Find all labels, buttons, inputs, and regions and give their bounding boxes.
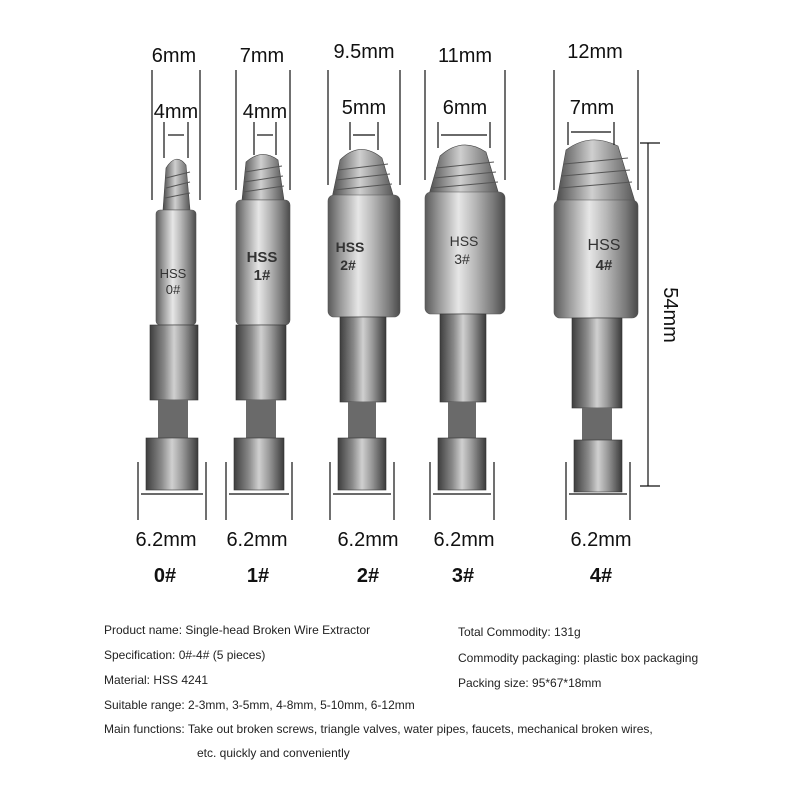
spec-specification: Specification: 0#-4# (5 pieces)	[104, 648, 266, 662]
spec-weight: Total Commodity: 131g	[458, 625, 581, 639]
top-diameter-label-4: 12mm	[567, 41, 623, 63]
extractor-bit-4	[554, 140, 638, 492]
top-diameter-label-2: 9.5mm	[333, 41, 395, 63]
shank-diameter-label-4: 6.2mm	[570, 529, 632, 551]
stamp-number-1: 1#	[253, 267, 271, 284]
stamp-hss-4: HSS	[587, 237, 621, 254]
stamp-number-3: 3#	[454, 251, 470, 267]
spec-product-name: Product name: Single-head Broken Wire Extractor	[104, 623, 371, 637]
tip-diameter-label-3: 6mm	[442, 97, 488, 119]
shank-diameter-label-2: 6.2mm	[337, 529, 399, 551]
size-number-2: 2#	[356, 565, 380, 587]
shank-diameter-label-0: 6.2mm	[135, 529, 197, 551]
size-number-1: 1#	[246, 565, 270, 587]
tip-diameter-label-1: 4mm	[242, 101, 288, 123]
top-diameter-label-0: 6mm	[151, 45, 197, 67]
stamp-number-4: 4#	[595, 257, 613, 274]
shank-diameter-label-1: 6.2mm	[226, 529, 288, 551]
spec-range: Suitable range: 2-3mm, 3-5mm, 4-8mm, 5-10mm, 6-12mm	[104, 698, 415, 712]
shank-diameter-label-3: 6.2mm	[433, 529, 495, 551]
extractor-bit-3	[425, 145, 505, 490]
size-number-0: 0#	[153, 565, 177, 587]
stamp-hss-2: HSS	[335, 239, 365, 255]
top-diameter-label-1: 7mm	[239, 45, 285, 67]
top-diameter-label-3: 11mm	[437, 45, 493, 67]
tip-diameter-label-0: 4mm	[153, 101, 199, 123]
spec-functions-line-1: Main functions: Take out broken screws, triangle valves, water pipes, faucets, mechanical broken wires,	[104, 722, 653, 736]
spec-packing-size: Packing size: 95*67*18mm	[458, 676, 602, 690]
tip-diameter-label-2: 5mm	[341, 97, 387, 119]
tip-diameter-label-4: 7mm	[569, 97, 615, 119]
stamp-number-2: 2#	[340, 257, 356, 273]
extractor-bit-1	[234, 154, 290, 490]
stamp-hss-1: HSS	[246, 249, 278, 266]
extractor-bit-0	[146, 159, 198, 490]
stamp-hss-0: HSS	[159, 266, 187, 281]
spec-material: Material: HSS 4241	[104, 673, 209, 687]
size-number-4: 4#	[589, 565, 613, 587]
spec-packaging: Commodity packaging: plastic box packaging	[458, 651, 699, 665]
stamp-hss-3: HSS	[449, 233, 479, 249]
extractor-bit-2	[328, 149, 400, 490]
size-number-3: 3#	[451, 565, 475, 587]
length-label: 54mm	[659, 287, 681, 343]
stamp-number-0: 0#	[165, 282, 181, 297]
spec-functions-line-2: etc. quickly and conveniently	[197, 746, 350, 760]
